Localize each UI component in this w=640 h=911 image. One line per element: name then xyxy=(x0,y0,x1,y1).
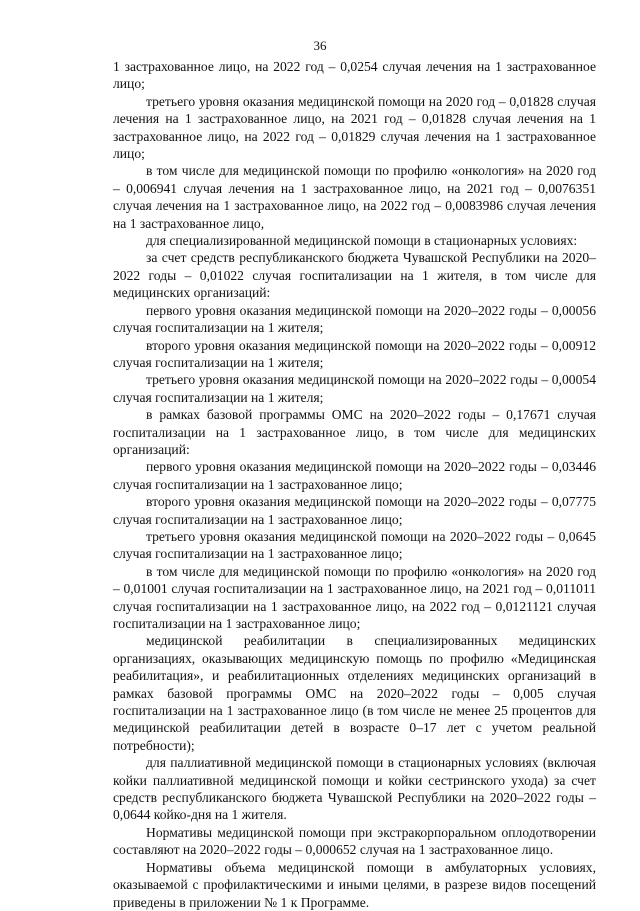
page-number: 36 xyxy=(313,38,327,53)
paragraph: для паллиативной медицинской помощи в стационарных условиях (включая койки паллиативной медицинской помощи и койки сестринского ухода) за счет средств республиканского бюджета Чувашской Республики на 2020–2022 годы – 0,0644 койко-дня на 1 жителя. xyxy=(113,755,596,823)
paragraph: третьего уровня оказания медицинской помощи на 2020–2022 годы – 0,0645 случая госпитализации на 1 застрахованное лицо; xyxy=(113,528,596,562)
paragraph: за счет средств республиканского бюджета Чувашской Республики на 2020–2022 годы – 0,01022 случая госпитализации на 1 жителя, в том числе для медицинских организаций: xyxy=(113,250,596,301)
paragraph: Нормативы объема медицинской помощи в амбулаторных условиях, оказываемой с профилактическими и иными целями, в разрезе видов посещений приведены в приложении № 1 к Программе. xyxy=(113,859,596,910)
paragraph: первого уровня оказания медицинской помощи на 2020–2022 годы – 0,03446 случая госпитализации на 1 застрахованное лицо; xyxy=(113,459,596,492)
paragraph: 1 застрахованное лицо, на 2022 год – 0,0254 случая лечения на 1 застрахованное лицо; xyxy=(113,59,596,92)
paragraph: третьего уровня оказания медицинской помощи на 2020–2022 годы – 0,00054 случая госпитализации на 1 жителя; xyxy=(113,372,596,405)
paragraph: медицинской реабилитации в специализированных медицинских организациях, оказывающих медицинскую помощь по профилю «Медицинская реабилитация», и реабилитационных отделениях медицинских организаций в рамках базовой программы ОМС на 2020–2022 годы – 0,005 случая госпитализации на 1 застрахованное лицо (в том числе не менее 25 процентов для медицинской реабилитации детей в возрасте 0–17 лет с учетом реальной потребности); xyxy=(113,633,596,753)
paragraph: третьего уровня оказания медицинской помощи на 2020 год – 0,01828 случая лечения на 1 застрахованное лицо, на 2021 год – 0,01828 случая лечения на 1 застрахованное лицо, на 2022 год – 0,01829 случая лечения на 1 застрахованное лицо; xyxy=(113,93,596,162)
body-text xyxy=(113,58,596,911)
paragraph: Нормативы медицинской помощи при экстракорпоральном оплодотворении составляют на 2020–2022 годы – 0,000652 случая на 1 застрахованное лицо. xyxy=(113,824,596,858)
paragraph: в рамках базовой программы ОМС на 2020–2022 годы – 0,17671 случая госпитализации на 1 застрахованное лицо, в том числе для медицинских организаций: xyxy=(113,407,596,457)
paragraph: второго уровня оказания медицинской помощи на 2020–2022 годы – 0,07775 случая госпитализации на 1 застрахованное лицо; xyxy=(113,494,596,527)
paragraph: в том числе для медицинской помощи по профилю «онкология» на 2020 год – 0,006941 случая лечения на 1 застрахованное лицо, на 2021 год – 0,0076351 случая лечения на 1 застрахованное лицо, на 2022 год – 0,0083986 случая лечения на 1 застрахованное лицо, xyxy=(113,163,596,231)
paragraph: для специализированной медицинской помощи в стационарных условиях: xyxy=(146,233,578,249)
paragraph: первого уровня оказания медицинской помощи на 2020–2022 годы – 0,00056 случая госпитализации на 1 жителя; xyxy=(113,302,596,336)
paragraph: в том числе для медицинской помощи по профилю «онкология» на 2020 год – 0,01001 случая госпитализации на 1 застрахованное лицо, на 2021 год – 0,011011 случая госпитализации на 1 застрахованное лицо, на 2022 год – 0,0121121 случая госпитализации на 1 застрахованное лицо; xyxy=(113,563,596,631)
paragraph: второго уровня оказания медицинской помощи на 2020–2022 годы – 0,00912 случая госпитализации на 1 жителя; xyxy=(113,337,596,370)
